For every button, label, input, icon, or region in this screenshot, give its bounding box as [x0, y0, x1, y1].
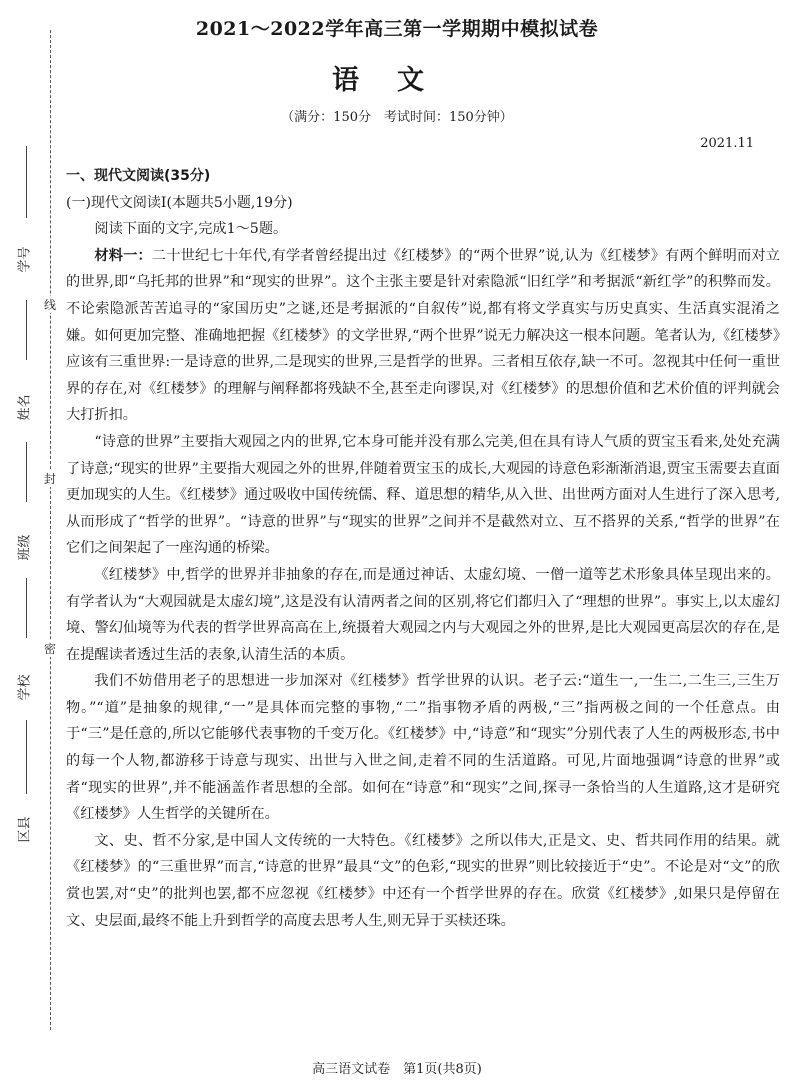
- field-line: [26, 578, 27, 638]
- main-content: [66, 163, 780, 934]
- field-label-student-id: 学号: [17, 246, 33, 273]
- subsection-heading: (一)现代文阅读Ⅰ(本题共5小题,19分): [66, 194, 293, 211]
- paragraph-2: “诗意的世界”主要指大观园之内的世界,它本身可能并没有那么完美,但在具有诗人气质的贾宝玉看来,处处充满了诗意;“现实的世界”主要指大观园之外的世界,伴随着贾宝玉的成长,大观园的诗意色彩渐渐消退,贾宝玉需要去直面更加现实的人生。《红楼梦》通过吸收中国传统儒、释、道思想的精华,从入世、出世两方面对人生进行了深入思考,从而形成了“哲学的世界”。“诗意的世界”与“现实的世界”之间并不是截然对立、互不搭界的关系,“哲学的世界”在它们之间架起了一座沟通的桥梁。: [66, 433, 780, 557]
- section-heading: 一、现代文阅读(35分): [66, 168, 211, 184]
- field-label-school: 学校: [17, 674, 33, 701]
- field-line: [26, 146, 27, 218]
- field-line: [26, 300, 27, 360]
- instruction-text: 阅读下面的文字,完成1～5题。: [94, 221, 288, 238]
- exam-info: （满分：150分 考试时间：150分钟）: [281, 110, 513, 125]
- field-label-name: 姓名: [17, 394, 33, 421]
- subject-title: [0, 58, 794, 97]
- paragraph-5: 文、史、哲不分家,是中国人文传统的一大特色。《红楼梦》之所以伟大,正是文、史、哲共同作用的结果。就《红楼梦》的“三重世界”而言,“诗意的世界”最具“文”的色彩,“现实的世界”则比较接近于“史”。不论是对“文”的欣赏也罢,对“史”的批判也罢,都不应忽视《红楼梦》中还有一个哲学世界的存在。欣赏《红楼梦》,如果只是停留在文、史层面,最终不能上升到哲学的高度去思考人生,则无异于买椟还珠。: [66, 832, 780, 929]
- page-footer: 高三语文试卷 第1页(共8页): [312, 1062, 482, 1077]
- paragraph-3: 《红楼梦》中,哲学的世界并非抽象的存在,而是通过神话、太虚幻境、一僧一道等艺术形象具体呈现出来的。有学者认为“大观园就是太虚幻境”,这是没有认清两者之间的区别,将它们都归入了“理想的世界”。事实上,以太虚幻境、警幻仙境等为代表的哲学世界高高在上,统摄着大观园之内与大观园之外的世界,是比大观园更高层次的存在,是在提醒读者透过生活的表象,认清生活的本质。: [66, 566, 780, 663]
- material-label: 材料一：: [94, 247, 152, 264]
- seal-mark-seal: 封: [43, 472, 56, 486]
- paragraph-1: [66, 243, 780, 429]
- paragraph-text: 二十世纪七十年代,有学者曾经提出过《红楼梦》的“两个世界”说,认为《红楼梦》有两个鲜明而对立的世界,即“乌托邦的世界”和“现实的世界”。这个主张主要是针对索隐派“旧红学”和考据派“新红学”的积弊而发。不论索隐派苦苦追寻的“家国历史”之谜,还是考据派的“自叙传”说,都有将文学真实与历史真实、生活真实混淆之嫌。如何更加完整、准确地把握《红楼梦》的文学世界,“两个世界”说无力解决这一根本问题。笔者认为,《红楼梦》应该有三重世界:一是诗意的世界,二是现实的世界,三是哲学的世界。三者相互依存,缺一不可。忽视其中任何一重世界的存在,对《红楼梦》的理解与阐释都将残缺不全,甚至走向谬误,对《红楼梦》的思想价值和艺术价值的评判就会大打折扣。: [66, 247, 780, 424]
- exam-title: 2021～2022学年高三第一学期期中模拟试卷: [195, 18, 599, 40]
- exam-date: 2021.11: [700, 136, 754, 151]
- seal-dashed-line: [50, 30, 51, 1030]
- field-line: [26, 442, 27, 502]
- seal-mark-secret: 密: [43, 642, 56, 656]
- binding-strip: [0, 0, 60, 1090]
- field-label-district: 区县: [17, 816, 33, 843]
- field-line: [26, 720, 27, 794]
- paragraph-4: 我们不妨借用老子的思想进一步加深对《红楼梦》哲学世界的认识。老子云:“道生一,一生二,二生三,三生万物。”“道”是抽象的规律,“一”是具体而完整的事物,“二”指事物矛盾的两极,“三”指两极之间的一个任意点。由于“三”是任意的,所以它能够代表事物的千变万化。《红楼梦》中,“诗意”和“现实”分别代表了人生的两极形态,书中的每一个人物,都游移于诗意与现实、出世与入世之间,走着不同的生活道路。可见,片面地强调“诗意的世界”或者“现实的世界”,并不能涵盖作者思想的全部。如何在“诗意”和“现实”之间,探寻一条恰当的人生道路,这才是研究《红楼梦》人生哲学的关键所在。: [66, 673, 780, 823]
- subject-text: 语文: [332, 65, 462, 96]
- field-label-class: 班级: [17, 534, 33, 561]
- seal-mark-line: 线: [43, 298, 56, 312]
